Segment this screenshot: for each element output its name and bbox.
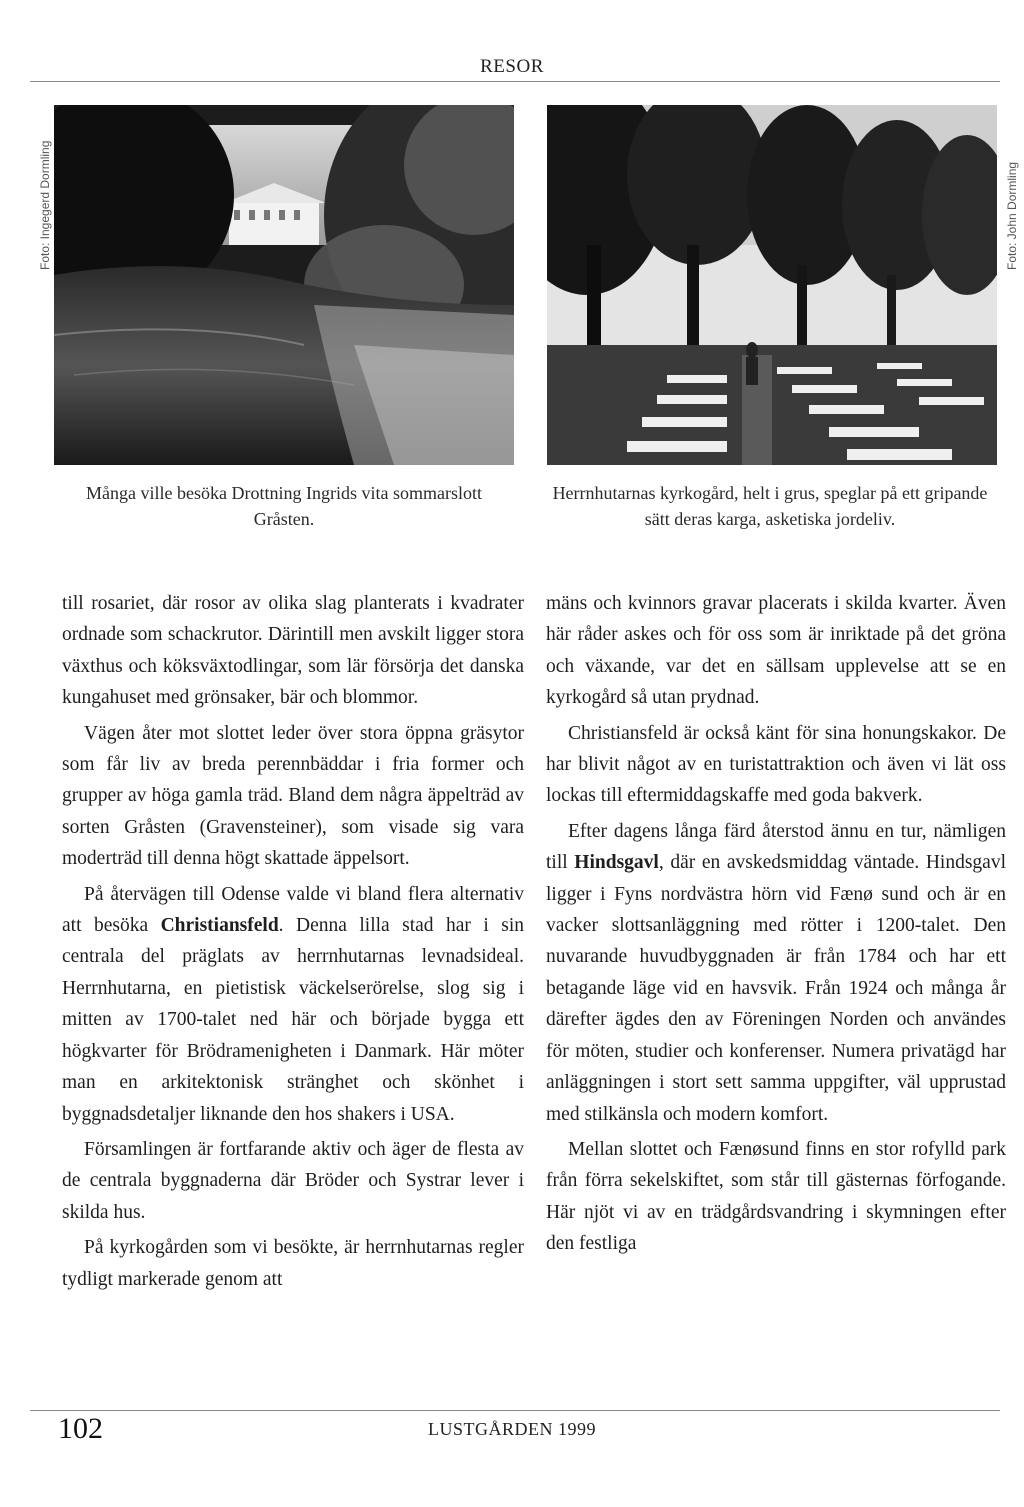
text-run: Efter dagens långa färd återstod ännu en tur, nämligen till (546, 820, 1006, 874)
body-column-right (546, 588, 1006, 1260)
page-number: 102 (58, 1412, 103, 1445)
paragraph: mäns och kvinnors gravar placerats i skilda kvarter. Även här råder askes och för oss som är inriktade på det gröna och växande, var det en sällsam upplevelse att se en kyrkogård så utan prydnad. (546, 593, 1006, 709)
paragraph (62, 879, 524, 1130)
photo-credit-right: Foto: John Dormling (1005, 161, 1019, 270)
body-column-left (62, 588, 524, 1295)
photo-cemetery-illustration (547, 105, 997, 465)
caption-left: Många ville besöka Drottning Ingrids vita sommarslott Gråsten. (86, 483, 482, 529)
photo-grasten-illustration (54, 105, 514, 465)
photo-herrnhut-cemetery (547, 105, 997, 465)
text-run: , där en avskedsmiddag väntade. Hindsgavl ligger i Fyns nordvästra hörn vid Fænø sund och är en vacker slottsanläggning med rötter i 1200-talet. Den nuvarande huvudbyggnaden är från 1784 och har ett betagande läge vid en havsvik. Från 1924 och många år därefter ägdes den av Föreningen Norden och användes för möten, studier och konferenser. Numera privatägd har anläggningen i stort sett samma uppgifter, väl upprustad med stilkänsla och modern komfort. (546, 852, 1007, 1125)
section-header: RESOR (480, 56, 544, 77)
place-name-christiansfeld: Christiansfeld (160, 915, 279, 937)
publication-footer: LUSTGÅRDEN 1999 (428, 1419, 596, 1439)
photo-grasten-castle (54, 105, 514, 465)
paragraph (546, 816, 1006, 1130)
paragraph: Mellan slottet och Fænøsund finns en stor rofylld park från förra sekelskiftet, som står till gästernas förfogande. Här njöt vi av en trädgårdsvandring i skymningen efter den festliga (546, 1138, 1006, 1255)
text-run: . Denna lilla stad har i sin centrala del präglats av herrnhutarnas levnadsideal. Herrnhutarna, en pietistisk väckelserörelse, slog sig i mitten av 1700-talet ned här och började bygga ett högkvarter för Brödramenigheten i Danmark. Här möter man en arkitektonisk stränghet och skönhet i byggnadsdetaljer liknande den hos shakers i USA. (62, 915, 525, 1125)
paragraph: Christiansfeld är också känt för sina honungskakor. De har blivit något av en turistattraktion och även vi lät oss lockas till eftermiddagskaffe med goda bakverk. (546, 722, 1006, 807)
header-rule (30, 81, 1000, 82)
paragraph: Vägen åter mot slottet leder över stora öppna gräsytor som får liv av breda perennbäddar i fria former och grupper av höga gamla träd. Bland dem några äppelträd av sorten Gråsten (Gravensteiner), som visade sig vara moderträd till denna högt skattade äppelsort. (62, 722, 524, 870)
caption-right: Herrnhutarnas kyrkogård, helt i grus, speglar på ett gripande sätt deras karga, asketiska jordeliv. (552, 483, 988, 529)
text-run: På återvägen till Odense valde vi bland flera alternativ att besöka (62, 883, 524, 937)
paragraph: till rosariet, där rosor av olika slag planterats i kvadrater ordnade som schackrutor. Därintill men avskilt ligger stora växthus och köksväxtodlingar, som lär försörja det danska kungahuset med grönsaker, bär och blommor. (62, 593, 524, 709)
place-name-hindsgavl: Hindsgavl (574, 852, 659, 874)
footer-rule (30, 1410, 1000, 1411)
paragraph: Församlingen är fortfarande aktiv och äger de flesta av de centrala byggnaderna där Bröder och Systrar lever i skilda hus. (62, 1138, 524, 1223)
paragraph: På kyrkogården som vi besökte, är herrnhutarnas regler tydligt markerade genom att (62, 1237, 524, 1290)
photo-credit-left: Foto: Ingegerd Dormling (38, 140, 52, 270)
